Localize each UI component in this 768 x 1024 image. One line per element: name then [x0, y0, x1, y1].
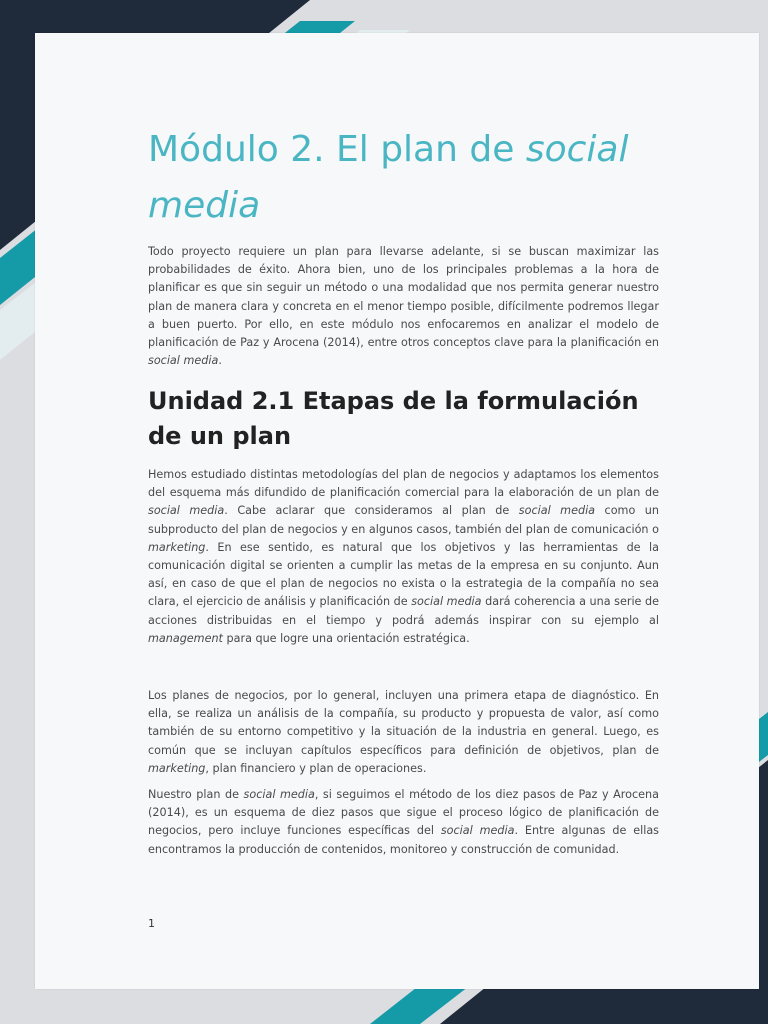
intro-paragraph: Todo proyecto requiere un plan para llevarse adelante, si se buscan maximizar las probabilidades de éxito. Ahora bien, uno de los principales problemas a la hora de planificar es que sin seguir un método o una modalidad que nos permita generar nuestro plan de manera clara y concreta en el menor tiempo posible, difícilmente podremos llegar a buen puerto. Por ello, en este módulo nos enfocaremos en analizar el modelo de planificación de Paz y Arocena (2014), entre otros conceptos clave para la planificación en social media.	[148, 245, 659, 368]
body-paragraph-3: Nuestro plan de social media, si seguimos el método de los diez pasos de Paz y Arocena (2014), es un esquema de diez pasos que sigue el proceso lógico de planificación de negocios, pero incluye funciones específicas del social media. Entre algunas de ellas encontramos la producción de contenidos, monitoreo y construcción de comunidad.	[148, 788, 659, 856]
body-paragraph-1: Hemos estudiado distintas metodologías del plan de negocios y adaptamos los elementos del esquema más difundido de planificación comercial para la elaboración de un plan de social media. Cabe aclarar que consideramos al plan de social media como un subproducto del plan de negocios y en algunos casos, también del plan de comunicación o marketing. En ese sentido, es natural que los objetivos y las herramientas de la comunicación digital se orienten a cumplir las metas de la empresa en su conjunto. Aun así, en caso de que el plan de negocios no exista o la estrategia de la compañía no sea clara, el ejercicio de análisis y planificación de social media dará coherencia a una serie de acciones distribuidas en el tiempo y podrá además inspirar con su ejemplo al management para que logre una orientación estratégica.	[148, 468, 659, 645]
page-number: 1	[148, 917, 155, 930]
body-paragraph-2: Los planes de negocios, por lo general, incluyen una primera etapa de diagnóstico. En ella, se realiza un análisis de la compañía, su producto y propuesta de valor, así como también de su entorno competitivo y la situación de la industria en general. Luego, es común que se incluyan capítulos específicos para definición de objetivos, plan de marketing, plan financiero y plan de operaciones.	[148, 689, 659, 775]
module-title: Módulo 2. El plan de social media	[148, 129, 629, 226]
unit-title: Unidad 2.1 Etapas de la formulación de un plan	[148, 387, 639, 450]
